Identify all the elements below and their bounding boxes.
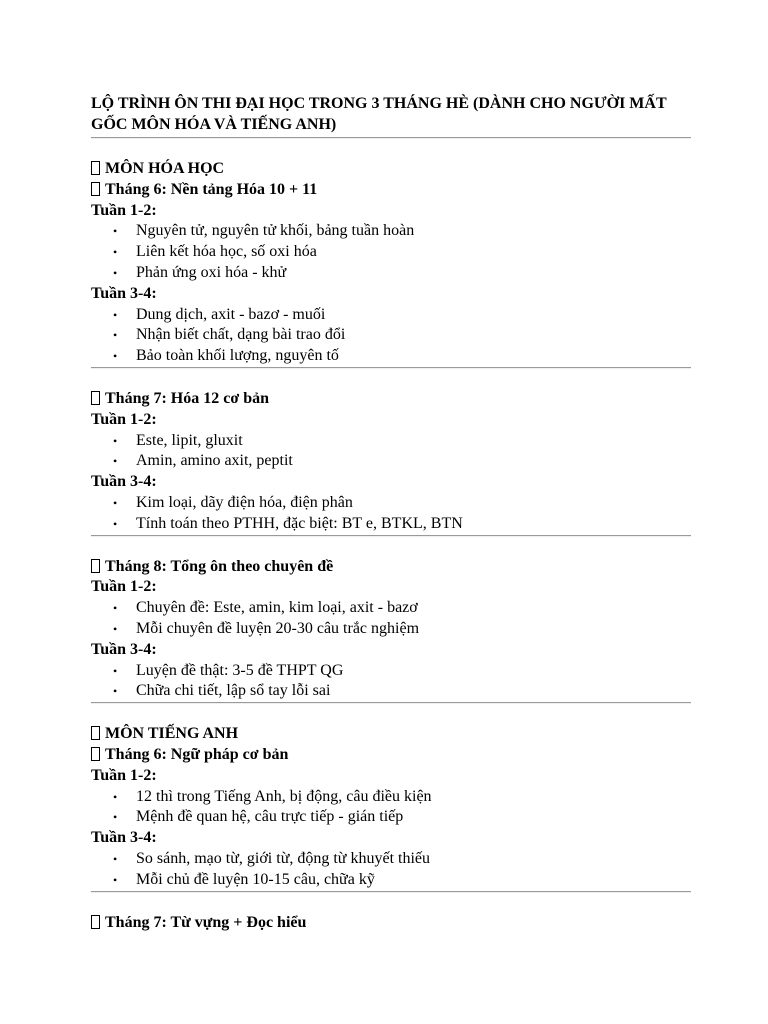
square-icon <box>91 747 100 761</box>
bullet-icon: • <box>113 810 118 825</box>
list-item: • Luyện đề thật: 3-5 đề THPT QG <box>91 661 691 682</box>
list-item: • Mỗi chủ đề luyện 10-15 câu, chữa kỹ <box>91 870 691 891</box>
list-item: • Kim loại, dãy điện hóa, điện phân <box>91 493 691 514</box>
topic-list <box>91 598 691 640</box>
bullet-icon: • <box>113 516 118 531</box>
list-item: • Este, lipit, gluxit <box>91 431 691 452</box>
bullet-icon: • <box>113 454 118 469</box>
square-icon <box>91 726 100 740</box>
bullet-icon: • <box>113 265 118 280</box>
week-heading: Tuần 3-4: <box>91 284 157 302</box>
bullet-icon: • <box>113 601 118 616</box>
list-item: • Chữa chi tiết, lập sổ tay lỗi sai <box>91 681 691 702</box>
bullet-icon: • <box>113 663 118 678</box>
list-item: • Dung dịch, axit - bazơ - muối <box>91 305 691 326</box>
month-heading: Tháng 7: Từ vựng + Đọc hiểu <box>91 913 691 934</box>
section-heading-chemistry: MÔN HÓA HỌC <box>91 159 691 180</box>
bullet-icon: • <box>113 851 118 866</box>
month-heading: Tháng 7: Hóa 12 cơ bản <box>91 389 691 410</box>
bullet-icon: • <box>113 872 118 887</box>
square-icon <box>91 559 100 573</box>
list-item: • Chuyên đề: Este, amin, kim loại, axit - bazơ <box>91 598 691 619</box>
document-page <box>91 93 691 933</box>
bullet-icon: • <box>113 307 118 322</box>
square-icon <box>91 182 100 196</box>
week-heading: Tuần 1-2: <box>91 766 157 784</box>
bullet-icon: • <box>113 224 118 239</box>
bullet-icon: • <box>113 433 118 448</box>
month-heading: Tháng 8: Tổng ôn theo chuyên đề <box>91 557 691 578</box>
week-heading: Tuần 3-4: <box>91 640 157 658</box>
week-heading: Tuần 3-4: <box>91 829 157 847</box>
list-item: • So sánh, mạo từ, giới từ, động từ khuyết thiếu <box>91 849 691 870</box>
bullet-icon: • <box>113 495 118 510</box>
week-heading: Tuần 1-2: <box>91 201 157 219</box>
bullet-icon: • <box>113 349 118 364</box>
list-item: • 12 thì trong Tiếng Anh, bị động, câu điều kiện <box>91 787 691 808</box>
bullet-icon: • <box>113 789 118 804</box>
document-title: LỘ TRÌNH ÔN THI ĐẠI HỌC TRONG 3 THÁNG HÈ (DÀNH CHO NGƯỜI MẤT GỐC MÔN HÓA VÀ TIẾNG ANH) <box>91 95 667 133</box>
topic-list <box>91 431 691 473</box>
square-icon <box>91 391 100 405</box>
list-item: • Mỗi chuyên đề luyện 20-30 câu trắc nghiệm <box>91 619 691 640</box>
section-heading-english: MÔN TIẾNG ANH <box>91 724 691 745</box>
bullet-icon: • <box>113 328 118 343</box>
topic-list <box>91 787 691 829</box>
bullet-icon: • <box>113 684 118 699</box>
bullet-icon: • <box>113 245 118 260</box>
list-item: • Nhận biết chất, dạng bài trao đổi <box>91 325 691 346</box>
list-item: • Nguyên tử, nguyên tử khối, bảng tuần hoàn <box>91 221 691 242</box>
list-item: • Liên kết hóa học, số oxi hóa <box>91 242 691 263</box>
list-item: • Amin, amino axit, peptit <box>91 451 691 472</box>
list-item: • Phản ứng oxi hóa - khử <box>91 263 691 284</box>
topic-list <box>91 221 691 283</box>
list-item: • Tính toán theo PTHH, đặc biệt: BT e, BTKL, BTN <box>91 514 691 535</box>
square-icon <box>91 161 100 175</box>
square-icon <box>91 915 100 929</box>
week-heading: Tuần 1-2: <box>91 410 157 428</box>
week-heading: Tuần 1-2: <box>91 578 157 596</box>
topic-list <box>91 493 691 535</box>
week-heading: Tuần 3-4: <box>91 473 157 491</box>
topic-list <box>91 661 691 703</box>
list-item: • Bảo toàn khối lượng, nguyên tố <box>91 346 691 367</box>
month-heading: Tháng 6: Ngữ pháp cơ bản <box>91 745 691 766</box>
topic-list <box>91 849 691 891</box>
topic-list <box>91 305 691 367</box>
month-heading: Tháng 6: Nền tảng Hóa 10 + 11 <box>91 180 691 201</box>
list-item: • Mệnh đề quan hệ, câu trực tiếp - gián tiếp <box>91 807 691 828</box>
bullet-icon: • <box>113 621 118 636</box>
